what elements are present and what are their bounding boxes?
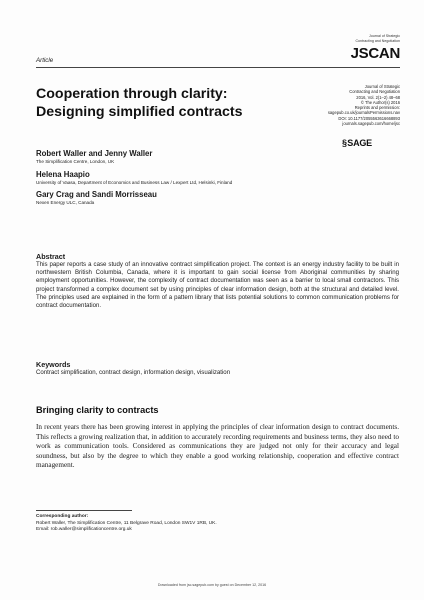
journal-info-line[interactable]: journals.sagepub.com/home/jsc xyxy=(342,121,400,127)
header-rule xyxy=(36,67,400,68)
section-body-text: In recent years there has been growing interest in applying the principles of clear information design to contract documents. This reflects a growing realization that, in addition to accurately recording requirements and business terms, they also need to work as communication tools. Considered as communications they are judged not only for their accuracy and legal soundness, but also by the degree to which they enable a good working relationship, cooperation and effective contract management. xyxy=(36,423,399,470)
author-affiliation: Nexen Energy ULC, Canada xyxy=(36,200,95,205)
article-title xyxy=(36,86,286,121)
title-line: Designing simplified contracts xyxy=(36,103,243,120)
corresponding-heading: Corresponding author: xyxy=(36,514,89,519)
author-block xyxy=(36,190,366,206)
corresponding-author xyxy=(36,514,336,534)
sage-swirl-icon: § xyxy=(341,138,347,148)
footnote-rule xyxy=(36,510,132,511)
journal-name-line: Contracting and Negotiation xyxy=(355,38,400,43)
keywords-text: Contract simplification, contract design, information design, visualization xyxy=(36,369,231,376)
corresponding-address: Robert Waller, The Simplification Centre, 11 Belgrave Road, London SW1V 1RB, UK. xyxy=(36,520,217,526)
author-name: Helena Haapio xyxy=(36,169,90,179)
journal-info-line: © The Author(s) 2016 xyxy=(360,99,400,105)
download-notice: Downloaded from jsc.sagepub.com by guest on December 12, 2016 xyxy=(157,583,267,587)
keywords-heading: Keywords xyxy=(36,360,71,369)
abstract-heading: Abstract xyxy=(36,252,66,261)
journal-info xyxy=(270,84,400,126)
section-heading: Bringing clarity to contracts xyxy=(36,405,159,415)
author-name: Robert Waller and Jenny Waller xyxy=(36,149,153,158)
journal-info-line: 2016, Vol. 2(1–2) 48–68 xyxy=(356,94,400,100)
journal-logo: JSCAN xyxy=(350,45,400,62)
journal-info-line: Reprints and permission: xyxy=(354,105,400,111)
journal-info-line: Journal of Strategic xyxy=(364,84,400,89)
author-name: Gary Crag and Sandi Morrisseau xyxy=(36,190,157,199)
keywords-section xyxy=(36,360,399,377)
author-affiliation: University of Vaasa, Department of Economics and Business Law / Lexpert Ltd, Helsinki, Finland xyxy=(36,179,233,185)
corresponding-email[interactable]: Email: rob.waller@simplificationcentre.org.uk xyxy=(36,527,132,533)
journal-info-line[interactable]: DOI: 10.1177/2055563616668893 xyxy=(338,115,400,121)
author-block xyxy=(36,170,366,186)
publisher-name: SAGE xyxy=(347,138,372,148)
author-affiliation: The Simplification Centre, London, UK xyxy=(36,159,115,164)
author-list xyxy=(36,149,366,211)
journal-name-line: Journal of Strategic xyxy=(369,34,400,38)
journal-name-small xyxy=(355,34,400,43)
abstract-section xyxy=(36,252,399,310)
journal-info-line[interactable]: sagepub.co.uk/journalsPermissions.nav xyxy=(327,110,400,116)
journal-info-line: Contracting and Negotiation xyxy=(349,89,400,95)
title-line: Cooperation through clarity: xyxy=(36,86,228,102)
author-block xyxy=(36,149,366,165)
publisher-logo xyxy=(342,138,372,148)
abstract-text: This paper reports a case study of an innovative contract simplification project. The context is an energy industry facility to be built in northwestern British Columbia, Canada, where it is important to gain social license from Aboriginal communities by sharing employment opportunities. However, the complexity of contract documentation was seen as a barrier to local small contractors. This project transformed a complex document set by using principles of clear information design, both at the structural and detailed level. The principles used are explained in the form of a pattern library that lists potential solutions to common communication problems for contract documentation. xyxy=(36,261,399,310)
article-type-label: Article xyxy=(36,57,54,64)
